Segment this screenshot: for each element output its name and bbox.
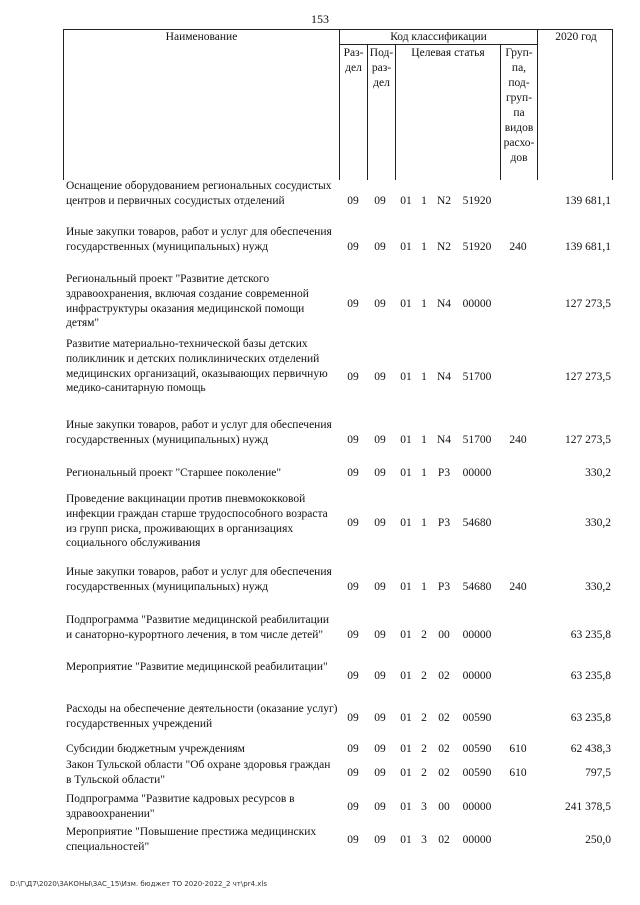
- row-razdel: 09: [347, 298, 359, 310]
- row-amount: 63 235,8: [570, 712, 611, 724]
- row-target-4: 54680: [462, 517, 492, 529]
- row-podrazdel: 09: [374, 581, 386, 593]
- file-path-footer: D:\Г\Д7\2020\ЗАКОНЫ\ЗАС_15\Изм. бюджет ТО 2020-2022_2 чт\pr4.xls: [10, 880, 267, 888]
- row-amount: 63 235,8: [570, 670, 611, 682]
- row-target-2: 1: [421, 241, 427, 253]
- row-name: Субсидии бюджетным учреждениям: [66, 743, 245, 755]
- row-amount: 330,2: [585, 581, 611, 593]
- row-target-3: N4: [436, 371, 452, 383]
- header-classification: Код классификации: [390, 31, 487, 43]
- row-target-2: 1: [421, 298, 427, 310]
- row-amount: 127 273,5: [565, 298, 611, 310]
- row-name: Расходы на обеспечение деятельности (оказание услуг) государственных учреждений: [66, 703, 338, 730]
- row-podrazdel: 09: [374, 298, 386, 310]
- row-target-3: 00: [438, 629, 450, 641]
- row-razdel: 09: [347, 371, 359, 383]
- row-podrazdel: 09: [374, 241, 386, 253]
- row-razdel: 09: [347, 434, 359, 446]
- row-target-1: 01: [400, 195, 412, 207]
- row-group: 240: [509, 581, 527, 593]
- row-razdel: 09: [347, 767, 359, 779]
- header-group: Груп- па, под- груп- па видов расхо- дов: [503, 47, 535, 164]
- row-target-4: 00000: [462, 670, 492, 682]
- row-target-3: N4: [436, 434, 452, 446]
- row-target-2: 3: [421, 801, 427, 813]
- row-amount: 241 378,5: [565, 801, 611, 813]
- row-podrazdel: 09: [374, 743, 386, 755]
- row-name: Оснащение оборудованием региональных сосудистых центров и первичных сосудистых отделений: [66, 180, 332, 207]
- row-razdel: 09: [347, 241, 359, 253]
- row-target-3: 02: [438, 670, 450, 682]
- row-target-1: 01: [400, 434, 412, 446]
- row-podrazdel: 09: [374, 712, 386, 724]
- row-target-1: 01: [400, 712, 412, 724]
- row-target-4: 00000: [462, 801, 492, 813]
- row-name: Региональный проект "Развитие детского здравоохранения, включая создание современной инфраструктуры оказания медицинской помощи детям": [66, 273, 309, 330]
- header-subsection: Под- раз- дел: [369, 47, 394, 89]
- row-podrazdel: 09: [374, 834, 386, 846]
- row-target-1: 01: [400, 241, 412, 253]
- row-target-3: N2: [436, 195, 452, 207]
- row-name: Иные закупки товаров, работ и услуг для обеспечения государственных (муниципальных) нужд: [66, 419, 332, 446]
- row-target-3: N2: [436, 241, 452, 253]
- row-group: 240: [509, 434, 527, 446]
- row-target-1: 01: [400, 834, 412, 846]
- row-amount: 127 273,5: [565, 434, 611, 446]
- row-target-2: 1: [421, 434, 427, 446]
- row-target-1: 01: [400, 629, 412, 641]
- row-group: 610: [509, 767, 527, 779]
- row-name: Проведение вакцинации против пневмококковой инфекции граждан старше трудоспособного возраста из групп риска, проживающих в организациях социального обслуживания: [66, 493, 328, 550]
- row-podrazdel: 09: [374, 801, 386, 813]
- row-name: Региональный проект "Старшее поколение": [66, 467, 282, 479]
- row-target-4: 51700: [462, 371, 492, 383]
- row-amount: 62 438,3: [570, 743, 611, 755]
- row-target-3: N4: [436, 298, 452, 310]
- row-target-3: 02: [438, 712, 450, 724]
- row-razdel: 09: [347, 743, 359, 755]
- row-target-2: 3: [421, 834, 427, 846]
- row-target-1: 01: [400, 371, 412, 383]
- row-razdel: 09: [347, 517, 359, 529]
- row-target-2: 1: [421, 371, 427, 383]
- row-target-1: 01: [400, 743, 412, 755]
- row-podrazdel: 09: [374, 767, 386, 779]
- row-name: Подпрограмма "Развитие кадровых ресурсов в здравоохранении": [66, 793, 295, 820]
- row-target-2: 1: [421, 195, 427, 207]
- row-target-3: 02: [438, 767, 450, 779]
- row-amount: 250,0: [585, 834, 611, 846]
- row-target-3: 00: [438, 801, 450, 813]
- row-target-2: 1: [421, 517, 427, 529]
- page-number: 153: [311, 12, 329, 26]
- row-target-4: 00590: [462, 712, 492, 724]
- row-podrazdel: 09: [374, 195, 386, 207]
- row-razdel: 09: [347, 801, 359, 813]
- row-podrazdel: 09: [374, 629, 386, 641]
- row-target-3: P3: [437, 581, 451, 593]
- row-razdel: 09: [347, 834, 359, 846]
- row-amount: 139 681,1: [565, 241, 611, 253]
- row-target-4: 51920: [462, 195, 492, 207]
- row-target-2: 2: [421, 712, 427, 724]
- row-target-3: P3: [437, 517, 451, 529]
- header-section: Раз- дел: [343, 47, 364, 74]
- row-target-1: 01: [400, 801, 412, 813]
- row-target-4: 51920: [462, 241, 492, 253]
- row-target-4: 00000: [462, 467, 492, 479]
- row-name: Подпрограмма "Развитие медицинской реабилитации и санаторно-курортного лечения, в том числе детей": [66, 614, 330, 641]
- row-target-1: 01: [400, 517, 412, 529]
- row-target-2: 1: [421, 467, 427, 479]
- row-target-2: 2: [421, 670, 427, 682]
- row-razdel: 09: [347, 712, 359, 724]
- row-razdel: 09: [347, 467, 359, 479]
- row-target-4: 00000: [462, 834, 492, 846]
- row-amount: 63 235,8: [570, 629, 611, 641]
- row-podrazdel: 09: [374, 670, 386, 682]
- row-target-1: 01: [400, 767, 412, 779]
- table-header: [63, 29, 613, 180]
- row-amount: 797,5: [585, 767, 611, 779]
- row-target-1: 01: [400, 298, 412, 310]
- header-year: 2020 год: [555, 31, 597, 43]
- row-name: Закон Тульской области "Об охране здоровья граждан в Тульской области": [66, 759, 331, 786]
- row-target-4: 00000: [462, 629, 492, 641]
- row-name: Мероприятие "Развитие медицинской реабилитации": [66, 661, 328, 673]
- row-name: Развитие материально-технической базы детских поликлиник и детских поликлинических отделений медицинских организаций, оказывающих первичную медико-санитарную помощь: [66, 338, 328, 395]
- row-razdel: 09: [347, 195, 359, 207]
- header-target: Целевая статья: [411, 47, 485, 59]
- row-name: Мероприятие "Повышение престижа медицинских специальностей": [66, 826, 317, 853]
- row-target-3: 02: [438, 743, 450, 755]
- row-name: Иные закупки товаров, работ и услуг для обеспечения государственных (муниципальных) нужд: [66, 566, 332, 593]
- row-amount: 330,2: [585, 467, 611, 479]
- row-target-2: 2: [421, 743, 427, 755]
- row-amount: 127 273,5: [565, 371, 611, 383]
- row-podrazdel: 09: [374, 517, 386, 529]
- header-name: Наименование: [165, 31, 238, 43]
- row-razdel: 09: [347, 629, 359, 641]
- row-podrazdel: 09: [374, 434, 386, 446]
- row-name: Иные закупки товаров, работ и услуг для обеспечения государственных (муниципальных) нужд: [66, 226, 332, 253]
- row-target-4: 00590: [462, 767, 492, 779]
- row-group: 240: [509, 241, 527, 253]
- row-razdel: 09: [347, 581, 359, 593]
- row-group: 610: [509, 743, 527, 755]
- row-target-1: 01: [400, 670, 412, 682]
- row-target-4: 00590: [462, 743, 492, 755]
- row-target-1: 01: [400, 467, 412, 479]
- row-target-2: 2: [421, 767, 427, 779]
- row-target-3: 02: [438, 834, 450, 846]
- row-target-1: 01: [400, 581, 412, 593]
- row-razdel: 09: [347, 670, 359, 682]
- row-podrazdel: 09: [374, 467, 386, 479]
- row-target-4: 00000: [462, 298, 492, 310]
- row-target-3: P3: [437, 467, 451, 479]
- row-amount: 330,2: [585, 517, 611, 529]
- row-amount: 139 681,1: [565, 195, 611, 207]
- row-target-2: 2: [421, 629, 427, 641]
- row-podrazdel: 09: [374, 371, 386, 383]
- row-target-4: 54680: [462, 581, 492, 593]
- row-target-2: 1: [421, 581, 427, 593]
- row-target-4: 51700: [462, 434, 492, 446]
